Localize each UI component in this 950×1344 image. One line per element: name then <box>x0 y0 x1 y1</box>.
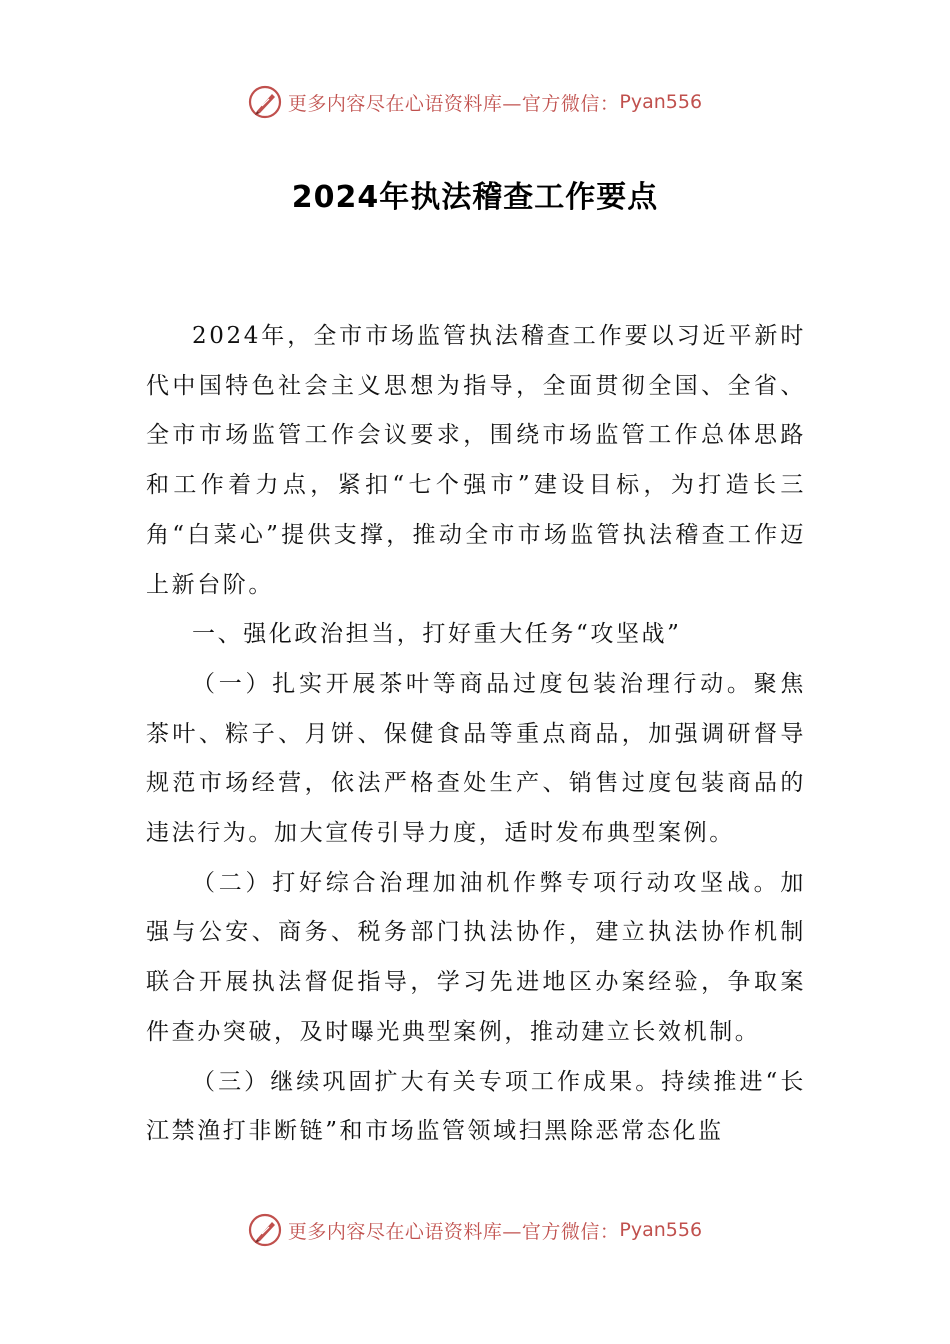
subsection-paragraph-2: （二）打好综合治理加油机作弊专项行动攻坚战。加强与公安、商务、税务部门执法协作，建立执法协作机制联合开展执法督促指导，学习先进地区办案经验，争取案件查办突破，及时曝光典型案例，推动建立长效机制。 <box>146 869 806 1045</box>
section-heading-1: 一、强化政治担当，打好重大任务“攻坚战” <box>192 621 682 648</box>
banner-text: 更多内容尽在心语资料库—官方微信： <box>287 92 620 115</box>
quill-logo-icon <box>248 1213 282 1247</box>
banner-wechat-id: Pyan556 <box>619 1219 703 1241</box>
subsection-paragraph-3: （三）继续巩固扩大有关专项工作成果。持续推进“长江禁渔打非断链”和市场监管领域扫黑除恶常态化监 <box>146 1068 806 1145</box>
subsection-paragraph-1: （一）扎实开展茶叶等商品过度包装治理行动。聚焦茶叶、粽子、月饼、保健食品等重点商品，加强调研督导规范市场经营，依法严格查处生产、销售过度包装商品的违法行为。加大宣传引导力度，适时发布典型案例。 <box>146 670 806 847</box>
banner-text: 更多内容尽在心语资料库—官方微信： <box>287 1220 620 1243</box>
document-body <box>146 312 806 1157</box>
footer-watermark-banner <box>0 1210 950 1250</box>
header-watermark-banner <box>0 82 950 122</box>
page-title: 2024年执法稽查工作要点 <box>291 180 659 215</box>
banner-wechat-id: Pyan556 <box>619 91 703 113</box>
intro-paragraph: 2024年，全市市场监管执法稽查工作要以习近平新时代中国特色社会主义思想为指导，全面贯彻全国、全省、全市市场监管工作会议要求，围绕市场监管工作总体思路和工作着力点，紧扣“七个强市”建设目标，为打造长三角“白菜心”提供支撑，推动全市市场监管执法稽查工作迈上新台阶。 <box>146 323 806 598</box>
quill-logo-icon <box>248 85 282 119</box>
